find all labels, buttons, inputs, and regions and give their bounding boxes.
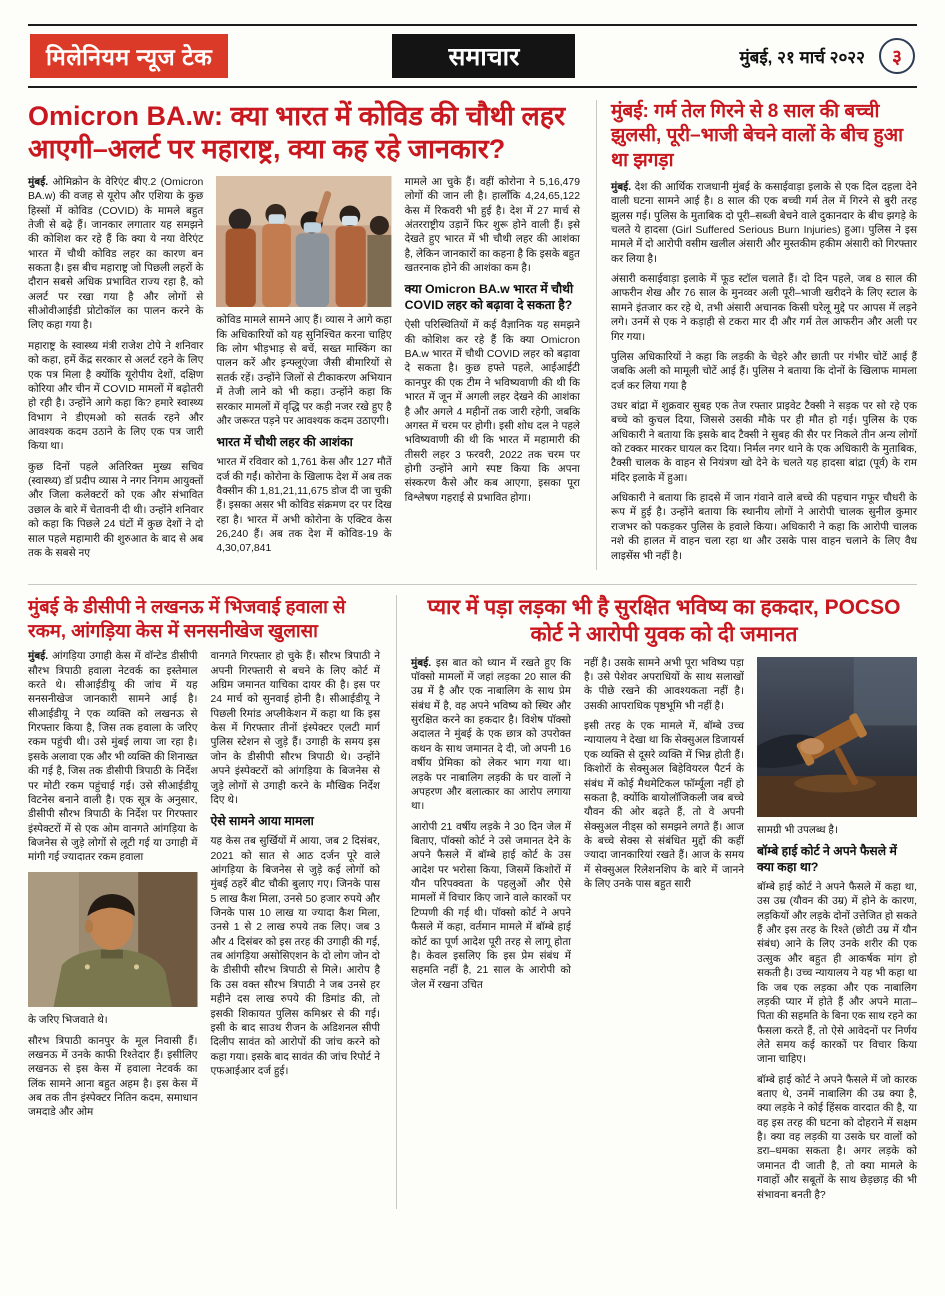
paragraph: के जरिए भिजवाते थे। [28, 1015, 108, 1027]
dcp-col2-paragraphs-b [211, 835, 381, 1079]
paragraph: कुछ दिनों पहले अतिरिक्त मुख्य सचिव (स्वास्थ्य) डॉ प्रदीप व्यास ने नगर निगम आयुक्तों और जिला कलेक्टरों को एक और संभावित उछाल के बारे में चेतावनी दी थी। उन्होंने शनिवार को कहा कि पिछले 24 घंटों में कुछ देशों ने दो साल पहले महामारी की शुरुआत के बाद से अब तक के सबसे नए [28, 461, 204, 559]
lead-paragraph [611, 181, 917, 267]
police-officer-graphic [28, 872, 198, 1008]
pocso-col1-paragraphs [411, 821, 571, 993]
masthead-right [739, 38, 915, 74]
paragraph: पुलिस अधिकारियों ने कहा कि लड़की के चेहरे और छाती पर गंभीर चोटें आई हैं जबकि अली को मामूली चोटें आई हैं। पुलिस ने बताया कि दोनों के खिलाफ मामला दर्ज कर लिया गया है [611, 351, 917, 392]
dcp-columns [28, 650, 380, 1127]
omicron-col3-paragraphs-a [405, 176, 580, 277]
lead-text: इस बात को ध्यान में रखते हुए कि पॉक्सो मामलों में जहां लड़का 20 साल की उम्र में है और एक नाबालिग के साथ प्रेम संबंध में है, वह अपने भविष्य को स्थिर और सुरक्षित करने का हकदार है। विशेष पॉक्सो अदालत ने मुंबई के एक छात्र को उपरोक्त कथन के साथ जमानत दे दी, जो अपनी 16 वर्षीय प्रेमिका को लेकर भाग गया था। लड़के पर नाबालिग लड़की के घर वालों ने अपहरण और बलात्कार का आरोप लगाया था। [411, 657, 572, 813]
paragraph: कोविड मामले सामने आए हैं। व्यास ने आगे कहा कि अधिकारियों को यह सुनिश्चित करना चाहिए कि लोग भीड़भाड़ से बचें, सख्त मास्किंग का पालन करें और इन्फ्लूएंजा जैसी बीमारियों से सतर्क रहें। उन्होंने जिलों से टीकाकरण अभियान में तेजी लाने को भी कहा। उन्होंने कहा कि सरकार मामलों में वृद्धि पर कड़ी नजर रखे हुए है और जरूरत पड़ने पर आवश्यक कदम उठाएगी। [216, 315, 392, 427]
lead-text: देश की आर्थिक राजधानी मुंबई के कसाईवाड़ा इलाके से एक दिल दहला देने वाली घटना सामने आई है। 8 साल की एक बच्ची गर्म तेल में गिरने से बुरी तरह झुलस गई। पुलिस के मुताबिक दो पूरी–सब्जी बेचने वाले दुकानदार के बीच झगड़े के चलते ये हादसा (Girl Suffered Serious Burn Injuries) हुआ। पुलिस ने इस मामले में दो आरोपी वसीम खलील अंसारी और मुस्तकीम हकीम अंसारी को गिरफ्तार कर लिया है। [611, 181, 917, 265]
dateline: मुंबई. [611, 181, 632, 193]
pocso-col3-paragraphs-a [757, 824, 917, 838]
police-officer-photo [28, 872, 198, 1008]
omicron-col2-paragraphs-a [216, 314, 391, 429]
dcp-col1-paragraphs [28, 1014, 198, 1121]
dateline: मुंबई. [411, 657, 432, 669]
article-burn-accident [596, 100, 917, 570]
pocso-columns [411, 657, 917, 1209]
pocso-column-3 [757, 657, 917, 1209]
pocso-column-2 [584, 657, 744, 1209]
paragraph: महाराष्ट्र के स्वास्थ्य मंत्री राजेश टोपे ने शनिवार को कहा, हमें केंद्र सरकार से अलर्ट रहने के लिए एक पत्र मिला है क्योंकि यूरोपीय देशों, दक्षिण कोरिया और चीन में COVID मामलों में बढ़ोतरी हो रही है। उन्होंने आगे कहा कि? हमारे स्वास्थ्य विभाग ने डीएमओ को सतर्क रहने और आवश्यक कदम उठाने के लिए एक पत्र जारी किया था। [28, 340, 204, 453]
omicron-col2-paragraphs-b [216, 456, 391, 557]
section-title: समाचार [392, 34, 575, 78]
lead-text: आंगड़िया उगाही केस में वॉन्टेड डीसीपी सौरभ त्रिपाठी हवाला नेटवर्क का इस्तेमाल करते थे। सीआईडीयू की जांच में यह सनसनीखेज जानकारी सामने आई है। सीआईडीयू ने एक व्यक्ति को लखनऊ से गिरफ्तार किया है, जिस तक हवाला के जरिए रकम पहुंची थी। उसे मुंबई लाया जा रहा है। इसके अलावा एक और भी व्यक्ति की शिनाख्त की गई है, जिस तक डीसीपी त्रिपाठी के निर्देश पर मोटी रकम पहुंचाई गई। उसे सीआईडीयू विटनेस बनाने वाली है। एक सूत्र के अनुसार, डीसीपी सौरभ त्रिपाठी के निर्देश पर गिरफ्तार इंस्पेक्टरों में से एक ओम वानगते आंगड़िया के बिजनेस से जुड़े लोगों से लूटी गई या उगाही में मांगी गई ज्यादातर रकम हवाला [28, 651, 198, 864]
lead-paragraph [28, 176, 203, 334]
paragraph: अंसारी कसाईवाड़ा इलाके में फूड स्टॉल चलाते हैं। दो दिन पहले, जब 8 साल की आफरीन शेख और 76 साल के मुनव्वर अली पूरी–भाजी खरीदने के लिए स्टाल के सामने इंतजार कर रहे थे, तभी अंसारी अचानक किसी घरेलू मुद्दे पर आपस में लड़ने लगे। उनमें से एक ने कड़ाही से टकरा मार दी और गर्म तेल आफरीन और अली पर गिर गया। [611, 274, 917, 343]
burn-headline: मुंबई: गर्म तेल गिरने से 8 साल की बच्ची झुलसी, पूरी–भाजी बेचने वालों के बीच हुआ था झगड़ा [611, 101, 903, 171]
paragraph: इसी तरह के एक मामले में, बॉम्बे उच्च न्यायालय ने देखा था कि सेक्सुअल डिजायर्स एक व्यक्ति से दूसरे व्यक्ति में भिन्न होती हैं। किशोरों के सेक्सुअल बिहेवियरल पैटर्न के संबंध में कोई मैथमेटिकल फॉर्म्यूला नहीं हो सकता है, क्योंकि बायोलॉजिकली जब बच्चे यौवन की ओर बढ़ते हैं, तो वे अपनी सेक्सुअल नीड्स को समझने लगते हैं। आज के बच्चे सेक्स से संबंधित मुद्दों की कहीं ज्यादा जानकारियां रखते हैं। आज के समय में सेक्सुअल रिलेशनशिप के बारे में जानने के लिए उनके पास बहुत सारी [584, 721, 744, 891]
paragraph: उधर बांद्रा में शुक्रवार सुबह एक तेज रफ्तार प्राइवेट टैक्सी ने सड़क पर सो रहे एक बच्चे को कुचल दिया, जिससे उसकी मौके पर ही मौत हो गई। पुलिस के एक अधिकारी ने बताया कि इसके बाद टैक्सी ने सुबह की सैर पर निकले तीन अन्य लोगों को टक्कर मारकर घायल कर दिया। निर्मल नगर थाने के एक अधिकारी के मुताबिक, टैक्सी चालक के वाहन से नियंत्रण खो देने के चलते यह हादसा बांद्रा (पूर्व) के राम मंदिर इलाके में हुआ। [611, 400, 917, 484]
dcp-subhead-1: ऐसे सामने आया मामला [210, 814, 314, 829]
paragraph: सामग्री भी उपलब्ध है। [757, 824, 838, 836]
dateline: मुंबई. [28, 651, 49, 663]
bottom-row [28, 584, 917, 1209]
dateline: मुंबई. [28, 176, 49, 188]
omicron-subhead-1: भारत में चौथी लहर की आशंका [216, 435, 353, 450]
omicron-col3-paragraphs-b [405, 319, 580, 506]
pocso-column-1 [411, 657, 571, 1209]
paragraph: मामले आ चुके हैं। वहीं कोरोना ने 5,16,479 लोगों की जान ली है। हालाँकि 4,24,65,122 केस में रिकवरी भी हुई है। देश में 27 मार्च से अंतरराष्ट्रीय उड़ानें फिर शुरू होने वाली हैं। इसे देखते हुए भारत में भी चौथी लहर की आशंका है, लेकिन जानकारों का कहना है कि इसके बहुत खतरनाक होने की आशंका कम है। [404, 176, 580, 275]
dcp-column-1 [28, 650, 198, 1127]
gavel-graphic [757, 657, 917, 817]
paragraph: ऐसी परिस्थितियों में कई वैज्ञानिक यह समझने की कोशिश कर रहे हैं कि क्या Omicron BA.w भारत में चौथी COVID लहर को बढ़ावा दे सकता है। कुछ हफ्ते पहले, आईआईटी कानपुर की एक टीम ने भविष्यवाणी की थी कि भारत में जून में अगली लहर देखने की आशंका है और अगले 4 महीनों तक जारी रहेगी, जबकि अगस्त में चरम पर होगी। इसी शोध दल ने पहले भविष्यवाणी की थी कि भारत में महामारी की तीसरी लहर 3 फरवरी, 2022 तक चरम पर होगी उन्होंने आगे स्पष्ट किया कि अपना संस्करण कैसे और कब आएगा, इसका पूरा विश्लेषण गहराई से प्रभावित होगा। [404, 320, 580, 504]
brand-title: मिलेनियम न्यूज टेक [30, 34, 228, 78]
paragraph: वानगते गिरफ्तार हो चुके हैं। सौरभ त्रिपाठी ने अपनी गिरफ्तारी से बचने के लिए कोर्ट में अग्रिम जमानत याचिका दायर की है। इस पर 24 मार्च को सुनवाई होनी है। सीआईडीयू ने पिछली रिमांड अप्लीकेशन में कहा था कि इस केस में गिरफ्तार तीनों इंस्पेक्टर एलटी मार्ग पुलिस स्टेशन से जुड़े हैं। उगाही के समय इस जोन के डीसीपी सौरभ त्रिपाठी थे। उन्होंने अपने इंस्पेक्टरों को आंगड़िया के बिजनेस से जुड़े लोगों से उगाही करने के मौखिक निर्देश दिए थे। [210, 651, 380, 806]
burn-paragraphs [611, 273, 917, 564]
paragraph: बॉम्बे हाई कोर्ट ने अपने फैसले में कहा था, उस उम्र (यौवन की उम्र) में होने के कारण, लड़कियों और लड़के दोनों उत्तेजित हो सकते हैं और इस तरह के रिश्ते (छोटी उम्र में यौन संबंध) आने के लिए उनके शरीर की एक उत्सुक और बहुत ही आकर्षक मांग हो सकती है। उच्च न्यायालय ने यह भी कहा था कि जब एक लड़का और एक नाबालिग लड़की प्यार में होते हैं और अपने माता–पिता की सहमति के बिना एक साथ रहने का फैसला करते हैं, तो ऐसे आवेदनों पर निर्णय लेते समय कई कारकों पर विचार किया जाना चाहिए। [757, 882, 917, 1066]
omicron-column-2 [216, 176, 391, 567]
paragraph: अधिकारी ने बताया कि हादसे में जान गंवाने वाले बच्चे की पहचान गफूर चौधरी के रूप में हुई है। उन्होंने बताया कि स्थानीय लोगों ने आरोपी चालक सुनील कुमार राजभर को पकड़कर पुलिस के हवाले किया। अधिकारी ने कहा कि आरोपी चालक नशे की हालत में वाहन चला रहा था और उसके पास वाहन चलाने के लिए वैध लाइसेंस भी नहीं है। [611, 493, 917, 562]
pocso-col3-paragraphs-b [757, 881, 917, 1203]
omicron-col1-paragraphs [28, 340, 203, 561]
masthead [28, 24, 917, 88]
paragraph: यह केस तब सुर्खियों में आया, जब 2 दिसंबर, 2021 को सात से आठ दर्जन पूरे वाले आंगड़िया के बिजनेस से जुड़े कई लोगों को मुंबई ठहरें बीट चौकी बुलाए गए। जिनके पास 5 लाख कैश मिला, उनसे 50 हजार रुपये और जिनके पास 10 लाख या ज्यादा कैश मिला, उनसे 1 से 2 लाख रुपये तक लिए। जब 3 और 4 दिसंबर को इस तरह की उगाही की गई, तब आंगड़िया असोसिएशन के दो लोग जोन दो के डीसीपी सौरभ त्रिपाठी से मिले। आरोप है कि उस वक्त सौरभ त्रिपाठी ने जब उनसे हर महीने दस लाख रुपये की डिमांड की, तो इसकी शिकायत पुलिस कमिश्नर से की गई। इसी के बाद साउथ रीजन के अडिशनल सीपी दिलीप सावंत को आरोपों की जांच करने को कहा गया। इसके बाद सावंत की जांच रिपोर्ट ने एफआईआर दर्ज हुई। [210, 836, 380, 1077]
court-gavel-photo [757, 657, 917, 817]
paragraph: बॉम्बे हाई कोर्ट ने अपने फैसले में जो कारक बताए थे, उनमें नाबालिग की उम्र क्या है, क्या लड़के ने कोई हिंसक वारदात की है, या वह इस तरह की घटना को दोहराने में सक्षम है। क्या वह लड़की या उसके घर वालों को डरा–धमका सकता है। अगर लड़के को जमानत दी जाती है, तो क्या मामले के गवाहों और सबूतों के साथ छेड़छाड़ की भी संभावना बनती है? [757, 1074, 917, 1201]
paragraph: सौरभ त्रिपाठी कानपुर के मूल निवासी हैं। लखनऊ में उनके काफी रिश्तेदार हैं। इसीलिए लखनऊ से इस केस में हवाला नेटवर्क का लिंक सामने आना बहुत अहम है। इस केस में अब तक तीन इंस्पेक्टर नितिन कदम, समाधान जमदाडे और ओम [28, 1035, 198, 1119]
paragraph: भारत में रविवार को 1,761 केस और 127 मौतें दर्ज की गईं। कोरोना के खिलाफ देश में अब तक वैक्सीन की 1,81,21,11,675 डोज दी जा चुकी हैं। इसका असर भी कोविड संक्रमण दर पर दिख रहा है। भारत में अभी कोरोना के एक्टिव केस 26,240 हैं। अब तक देश में कोविड-19 के 4,30,07,841 [216, 457, 392, 555]
omicron-headline: Omicron BA.w: क्या भारत में कोविड की चौथी लहर आएगी–अलर्ट पर महाराष्ट्र, क्या कह रहे जानकार? [28, 101, 566, 164]
omicron-column-3 [405, 176, 580, 567]
pocso-col2-paragraphs [584, 657, 744, 893]
lead-paragraph [411, 657, 571, 815]
lead-paragraph [28, 650, 198, 865]
omicron-column-1 [28, 176, 203, 567]
dcp-column-2 [211, 650, 381, 1127]
paragraph: नहीं है। उसके सामने अभी पूरा भविष्य पड़ा है। उसे पेशेवर अपराधियों के साथ सलाखों के पीछे रखने की आवश्यकता नहीं है। उसकी आपराधिक पृष्ठभूमि भी नहीं है। [584, 657, 744, 712]
lead-text: ओमिक्रोन के वेरिएंट बीए.2 (Omicron BA.w) की वजह से यूरोप और एशिया के कुछ हिस्सों में कोविड (COVID) के मामले बहुत तेजी से बढ़े हैं। जानकार लगातार यह समझने की कोशिश कर रहे हैं कि क्या ये नया वेरिएंट भारत में चौथी कोविड लहर का कारण बन सकता है। इस बीच महाराष्ट्र जो पिछली लहरों के दौरान सबसे अधिक प्रभावित राज्य रहा है, को अलर्ट पर रखा गया है और लोगों से सीओवीआईडी प्रोटोकॉल का पालन करने के लिए कहा गया है। [28, 176, 204, 332]
crowd-covid-photo [216, 176, 391, 307]
paragraph: आरोपी 21 वर्षीय लड़के ने 30 दिन जेल में बिताए, पॉक्सो कोर्ट ने उसे जमानत देने के अपने फैसले में बॉम्बे हाई कोर्ट के उस आदेश पर भरोसा किया, जिसमें किशोरों में यौन परिपक्वता के पहलुओं और ऐसे मामलों में विचार किए जाने वाले कारकों पर टिप्पणी की गई थी। पॉक्सो कोर्ट ने अपने फैसले में कहा, वर्तमान मामले में बॉम्बे हाई कोर्ट का पूर्ण आदेश पूरी तरह से लागू होता है। केवल इसलिए कि इस प्रेम संबंध में सहमति नहीं है, 21 साल के आरोपी को जेल में रखना उचित [411, 821, 571, 991]
article-dcp-hawala [28, 595, 380, 1209]
pocso-headline: प्यार में पड़ा लड़का भी है सुरक्षित भविष्य का हकदार, POCSO कोर्ट ने आरोपी युवक को दी जमानत [427, 595, 901, 646]
omicron-columns [28, 176, 580, 567]
article-omicron [28, 100, 580, 570]
top-row [28, 100, 917, 570]
pocso-subhead-1: बॉम्बे हाई कोर्ट ने अपने फैसले में क्या कहा था? [757, 844, 897, 875]
edition-date: मुंबई, २१ मार्च २०२२ [739, 47, 865, 67]
crowd-photo-graphic [216, 176, 391, 307]
dcp-headline: मुंबई के डीसीपी ने लखनऊ में भिजवाई हवाला से रकम, आंगड़िया केस में सनसनीखेज खुलासा [28, 595, 346, 641]
article-pocso-bail [396, 595, 917, 1209]
page-number-badge: ३ [879, 38, 915, 74]
omicron-subhead-2: क्या Omicron BA.w भारत में चौथी COVID लहर को बढ़ावा दे सकता है? [404, 282, 574, 313]
dcp-col2-paragraphs-a [211, 650, 381, 808]
